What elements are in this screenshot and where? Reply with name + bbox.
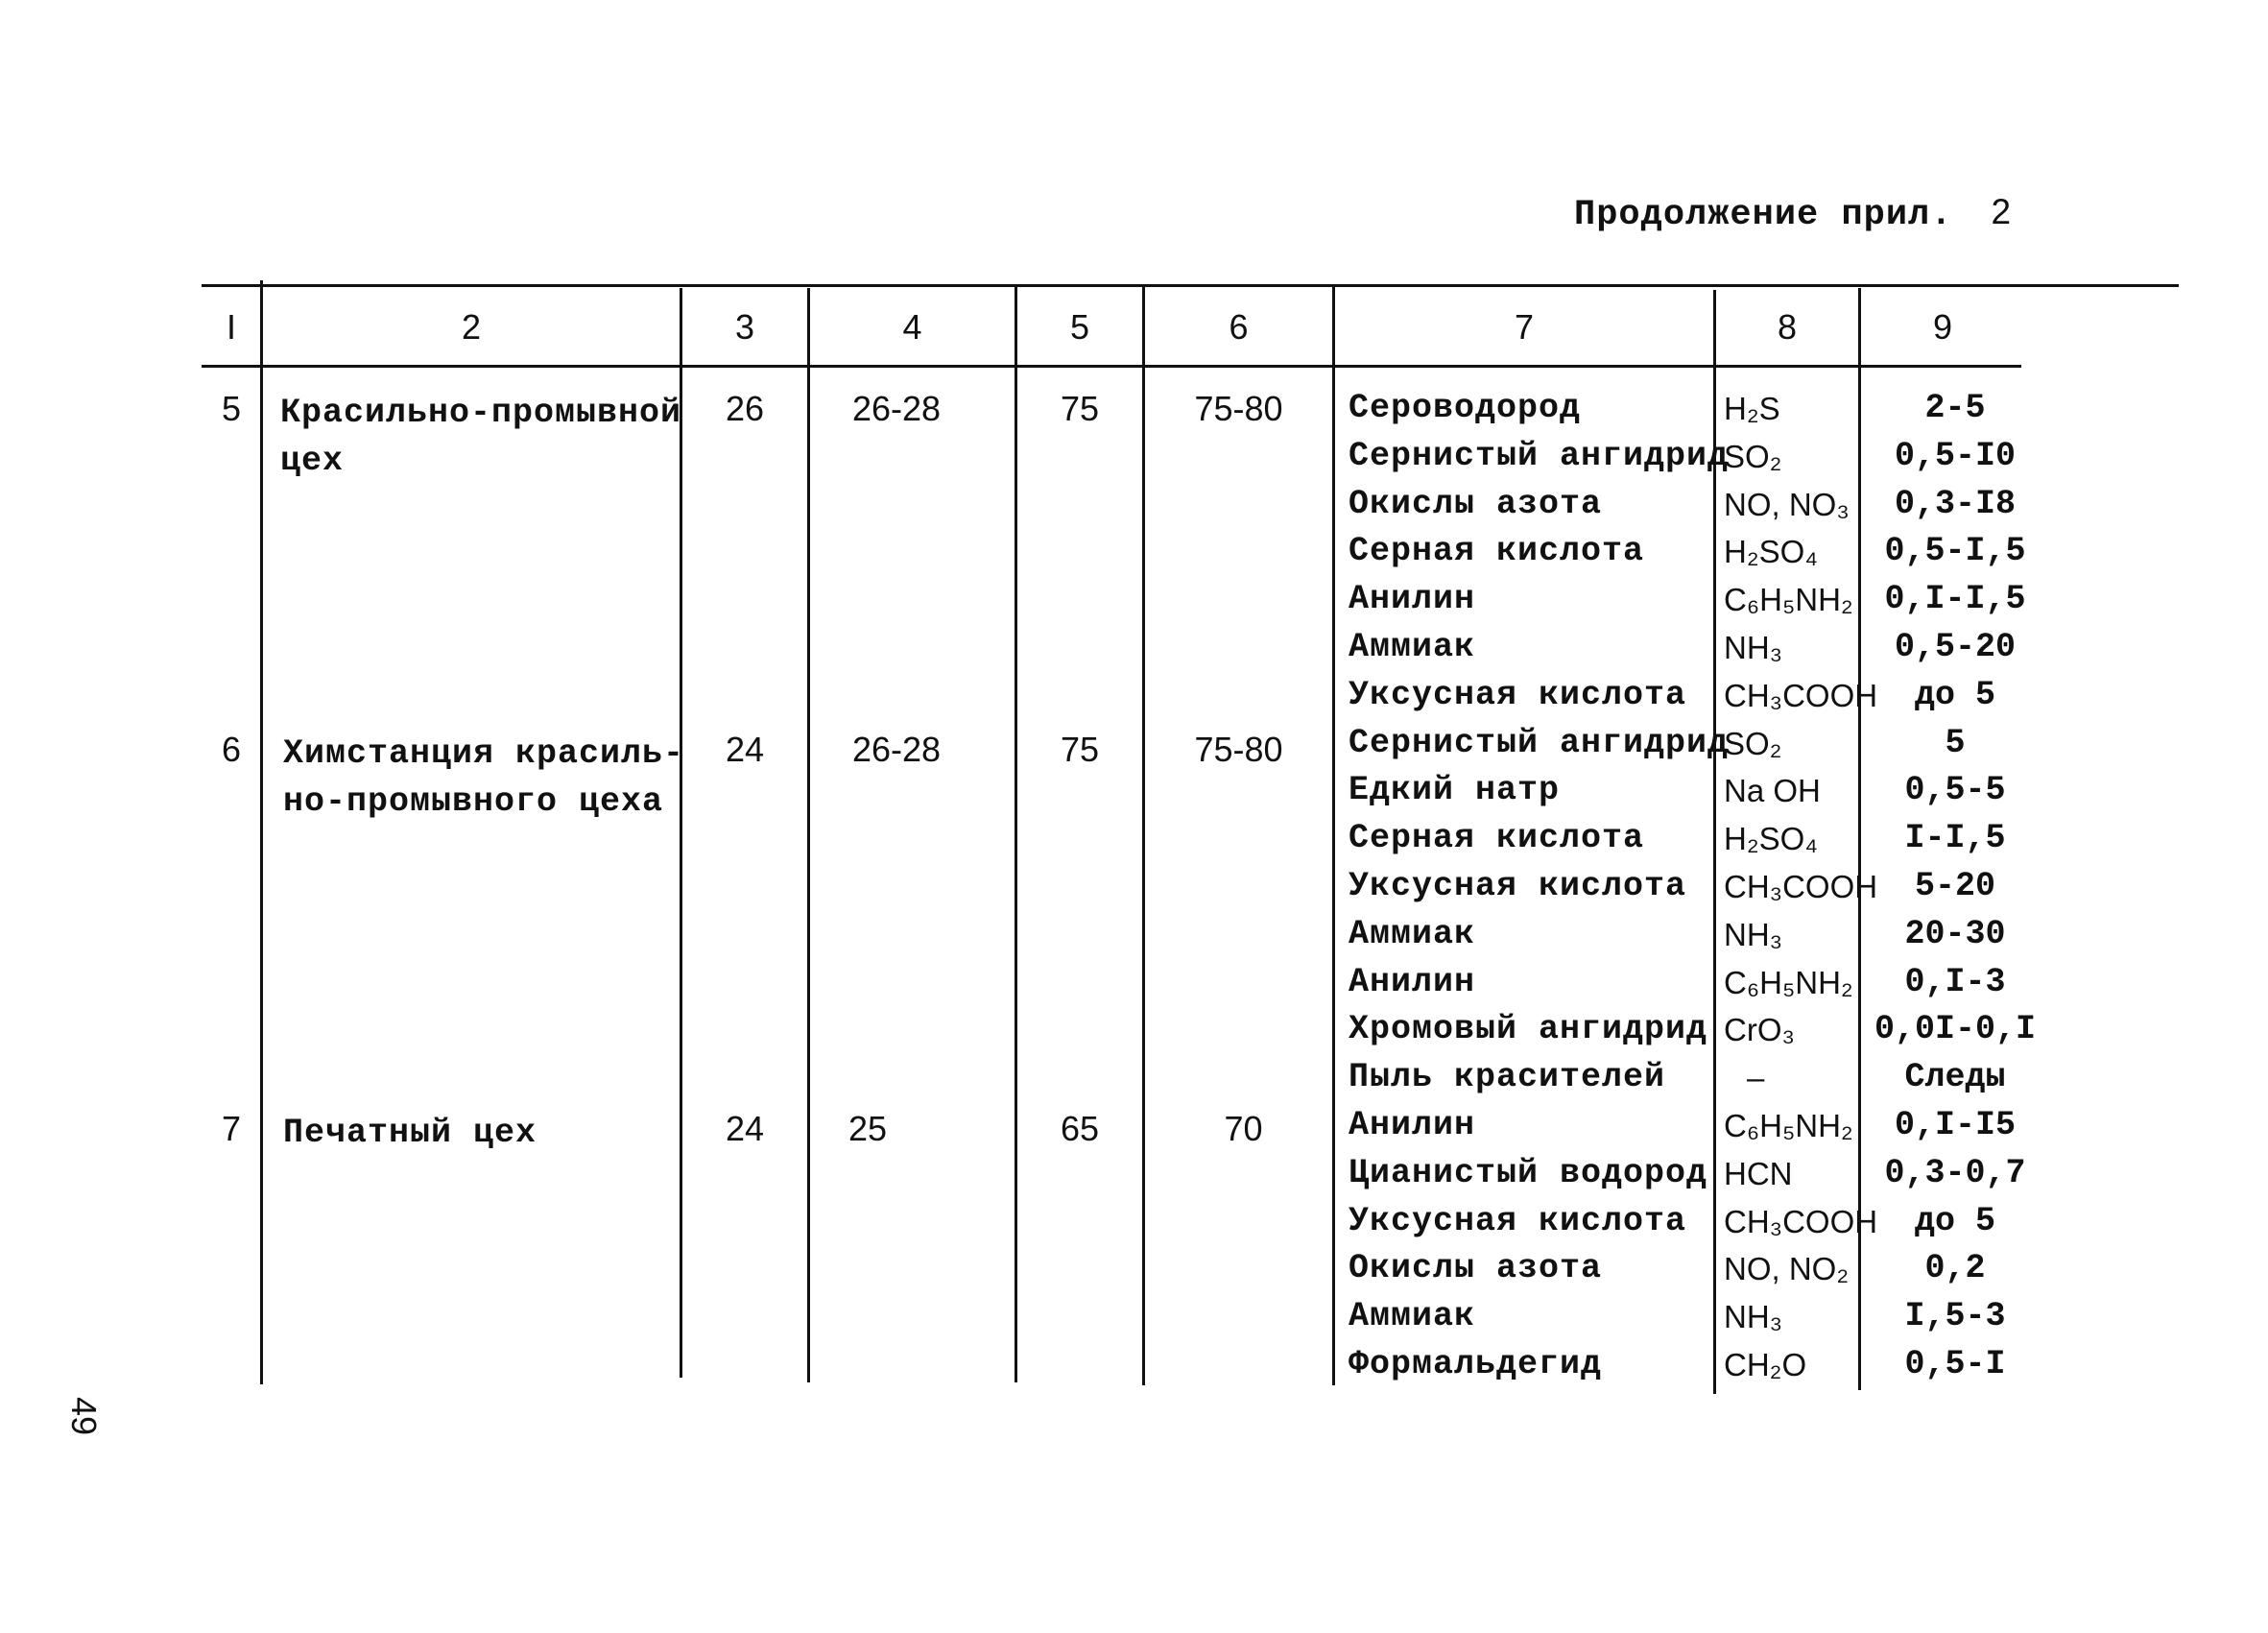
substance-formula: C₆H₅NH₂ [1724, 965, 1853, 1000]
substance-concentration: 0,I-I5 [1894, 1106, 2017, 1144]
substance-concentration: 0,0I-0,I [1874, 1010, 2037, 1048]
substance-name: Формальдегид [1349, 1345, 1603, 1383]
workshop-name [283, 730, 684, 826]
substance-formula: CH₃COOH [1724, 678, 1878, 713]
substance-concentration: 0,5-I [1904, 1345, 2006, 1383]
substance-name: Серная кислота [1349, 532, 1645, 570]
substance-name: Сероводород [1349, 389, 1582, 427]
substance-formula: Na OH [1724, 773, 1821, 808]
substance-name: Окислы азота [1349, 485, 1603, 523]
col-divider-3 [807, 288, 810, 1382]
substance-concentration: 20-30 [1904, 915, 2006, 953]
col-header-7: 7 [1514, 307, 1535, 347]
workshop-name [280, 389, 681, 485]
substance-name: Аммиак [1349, 915, 1476, 953]
substance-name: Уксусная кислота [1349, 867, 1687, 905]
appendix-number: 2 [1991, 192, 2013, 231]
workshop-name-line: Печатный цех [283, 1114, 537, 1152]
substance-formula: CH₃COOH [1724, 869, 1878, 904]
col-divider-6 [1332, 286, 1335, 1385]
substance-name: Пыль красителей [1349, 1058, 1666, 1096]
substance-name: Цианистый водород [1349, 1154, 1708, 1192]
substance-concentration: 0,3-I8 [1894, 485, 2017, 523]
substance-concentration: 5 [1945, 724, 1966, 762]
row-number: 5 [221, 389, 242, 428]
workshop-name-line: Химстанция красиль- [283, 734, 685, 773]
page-number: 49 [64, 1397, 104, 1436]
substance-formula: C₆H₅NH₂ [1724, 582, 1853, 617]
substance-concentration: I,5-3 [1904, 1297, 2006, 1335]
substance-formula: CrO₃ [1724, 1012, 1795, 1047]
col-header-5: 5 [1069, 307, 1090, 347]
substance-name: Хромовый ангидрид [1349, 1010, 1708, 1048]
substance-name: Уксусная кислота [1349, 676, 1687, 714]
col-header-8: 8 [1777, 307, 1798, 347]
substance-concentration: Следы [1904, 1058, 2006, 1096]
substance-concentration: 0,5-20 [1894, 628, 2017, 666]
substance-formula: H₂SO₄ [1724, 821, 1818, 856]
substance-concentration: до 5 [1914, 676, 1995, 714]
substance-name: Аммиак [1349, 1297, 1476, 1335]
col-header-3: 3 [734, 307, 755, 347]
col-header-1: I [226, 307, 236, 347]
col-divider-4 [1015, 286, 1017, 1382]
substance-formula: NH₃ [1724, 630, 1783, 665]
col5-value: 65 [1060, 1109, 1100, 1148]
col-divider-1 [260, 280, 263, 1384]
col-header-2: 2 [461, 307, 482, 347]
col6-value: 70 [1224, 1109, 1263, 1148]
row-number: 7 [221, 1109, 242, 1148]
workshop-name [283, 1109, 537, 1157]
col4-value: 26-28 [851, 389, 942, 428]
header-bottom-rule [202, 365, 2021, 368]
substance-formula: – [1747, 1060, 1765, 1095]
col4-value: 25 [848, 1109, 888, 1148]
substance-name: Сернистый ангидрид [1349, 724, 1730, 762]
substance-concentration: 2-5 [1924, 389, 1986, 427]
substance-concentration: 0,2 [1924, 1249, 1986, 1287]
col-divider-5 [1142, 286, 1145, 1385]
workshop-name-line: Красильно-промывной [280, 394, 682, 432]
substance-concentration: 5-20 [1914, 867, 1995, 905]
col3-value: 24 [725, 1109, 765, 1148]
col-header-9: 9 [1932, 307, 1953, 347]
substance-formula: NH₃ [1724, 1299, 1783, 1334]
substance-formula: C₆H₅NH₂ [1724, 1108, 1853, 1143]
col5-value: 75 [1060, 389, 1100, 428]
col6-value: 75-80 [1194, 730, 1283, 769]
substance-name: Аммиак [1349, 628, 1476, 666]
workshop-name-line: но-промывного цеха [283, 782, 664, 821]
substance-concentration: 0,I-3 [1904, 963, 2006, 1001]
substance-concentration: 0,5-I,5 [1884, 532, 2026, 570]
substance-name: Анилин [1349, 1106, 1476, 1144]
substance-formula: NH₃ [1724, 917, 1783, 952]
row-number: 6 [221, 730, 242, 769]
substance-formula: CH₃COOH [1724, 1204, 1878, 1239]
substance-concentration: 0,5-5 [1904, 771, 2006, 809]
substance-formula: NO, NO₃ [1724, 487, 1850, 522]
substance-name: Анилин [1349, 580, 1476, 618]
substance-name: Сернистый ангидрид [1349, 437, 1730, 475]
col-header-6: 6 [1229, 307, 1249, 347]
substance-name: Окислы азота [1349, 1249, 1603, 1287]
col3-value: 26 [725, 389, 765, 428]
substance-concentration: до 5 [1914, 1202, 1995, 1240]
col-header-4: 4 [902, 307, 922, 347]
substance-name: Уксусная кислота [1349, 1202, 1687, 1240]
continuation-label: Продолжение прил. [1574, 195, 1953, 235]
substance-formula: CH₂O [1724, 1347, 1807, 1382]
substance-formula: H₂SO₄ [1724, 534, 1818, 569]
substance-name: Серная кислота [1349, 819, 1645, 857]
workshop-name-line: цех [280, 442, 345, 480]
substance-formula: H₂S [1724, 391, 1780, 426]
col5-value: 75 [1060, 730, 1100, 769]
substance-formula: SO₂ [1724, 726, 1782, 761]
page-header [1574, 192, 2012, 235]
col3-value: 24 [725, 730, 765, 769]
table-top-rule [202, 284, 2179, 287]
substance-concentration: I-I,5 [1904, 819, 2006, 857]
col4-value: 26-28 [851, 730, 942, 769]
substance-formula: NO, NO₂ [1724, 1251, 1850, 1286]
substance-concentration: 0,5-I0 [1894, 437, 2017, 475]
substance-concentration: 0,I-I,5 [1884, 580, 2026, 618]
col6-value: 75-80 [1194, 389, 1283, 428]
substance-formula: SO₂ [1724, 439, 1782, 474]
substance-name: Анилин [1349, 963, 1476, 1001]
substance-formula: HCN [1724, 1156, 1793, 1191]
substance-concentration: 0,3-0,7 [1884, 1154, 2026, 1192]
substance-name: Едкий натр [1349, 771, 1561, 809]
